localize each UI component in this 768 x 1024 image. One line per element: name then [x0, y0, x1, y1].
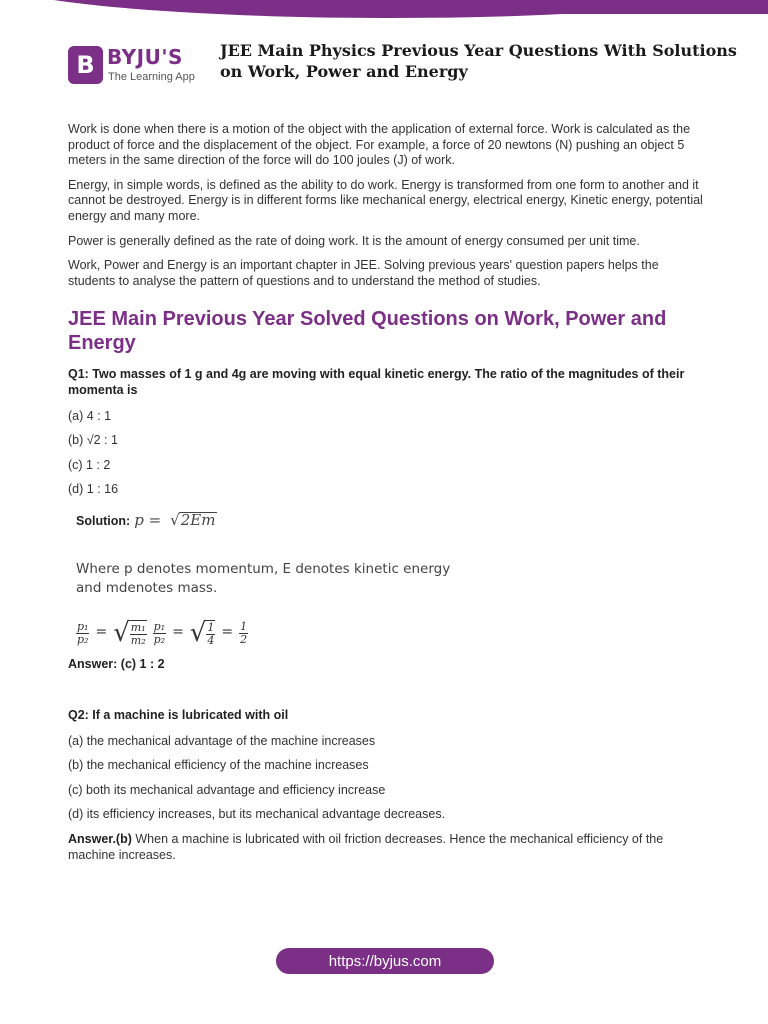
- momentum-ratio-equation: $\frac{\text{p₁}}{\text{p₂}}$ = √ $\frac{\text{m₁}}{\text{m₂}}$ $\frac{\text{p₁}}{\text{p₂}}$ = √ $\frac{1}{4}$ = $\frac{1}{2}$: [77, 618, 248, 648]
- question-2-answer-label: Answer.(b): [68, 832, 132, 847]
- document-title: JEE Main Physics Previous Year Questions With Solutions on Work, Power and Energy: [220, 41, 737, 81]
- document-body: [68, 122, 708, 863]
- top-decorative-band: [0, 0, 768, 20]
- solution-rhs: 2Em: [180, 510, 216, 529]
- question-2-option-a: (a) the mechanical advantage of the machine increases: [68, 733, 376, 748]
- logo-mark: B: [68, 46, 103, 84]
- question-2-answer-text: When a machine is lubricated with oil friction decreases. Hence the mechanical efficiency of the machine increases.: [68, 832, 664, 862]
- solution-lhs: p =: [134, 510, 162, 529]
- question-1-option-c: (c) 1 : 2: [68, 457, 111, 472]
- question-2-answer: [68, 832, 708, 863]
- solution-label: Solution:: [76, 513, 131, 528]
- logo-tagline: The Learning App: [108, 71, 195, 83]
- question-2-title: Q2: If a machine is lubricated with oil: [68, 708, 289, 723]
- question-1-option-a: (a) 4 : 1: [68, 408, 112, 423]
- question-2-option-c: (c) both its mechanical advantage and efficiency increase: [68, 782, 386, 797]
- question-1-answer: Answer: (c) 1 : 2: [68, 656, 165, 671]
- logo-name: BYJU'S: [107, 45, 183, 69]
- solution-explanation: Where p denotes momentum, E denotes kinetic energy and mdenotes mass.: [76, 560, 451, 596]
- intro-paragraph-jee: Work, Power and Energy is an important chapter in JEE. Solving previous years' question papers helps the students to analyse the pattern of questions and to understand the method of studies.: [68, 258, 659, 288]
- question-1-option-b: (b) √2 : 1: [68, 433, 118, 448]
- intro-paragraph-energy: Energy, in simple words, is defined as the ability to do work. Energy is transformed from one form to another and it cannot be destroyed. Energy is in different forms like mechanical energy, electrical energy, Kinetic energy, potential energy and many more.: [68, 177, 703, 223]
- byjus-logo: [68, 42, 208, 88]
- question-1-solution: [76, 512, 708, 647]
- section-heading: JEE Main Previous Year Solved Questions on Work, Power and Energy: [68, 308, 667, 355]
- intro-paragraph-work: Work is done when there is a motion of the object with the application of external force. Work is calculated as the product of force and the displacement of the object. For example, a force of 20 newtons (N) pushing an object 5 meters in the same direction of the force will do 100 joules (J) of work.: [68, 122, 691, 168]
- question-2-option-d: (d) its efficiency increases, but its mechanical advantage decreases.: [68, 807, 446, 822]
- solution-formula: Solution: p = √2Em: [76, 510, 216, 529]
- question-2-option-b: (b) the mechanical efficiency of the machine increases: [68, 758, 369, 773]
- question-1-option-d: (d) 1 : 16: [68, 482, 119, 497]
- footer-url-link[interactable]: https://byjus.com: [276, 948, 494, 974]
- intro-paragraph-power: Power is generally defined as the rate of doing work. It is the amount of energy consumed per unit time.: [68, 233, 640, 248]
- question-1-title: Q1: Two masses of 1 g and 4g are moving with equal kinetic energy. The ratio of the magnitudes of their momenta is: [68, 367, 685, 397]
